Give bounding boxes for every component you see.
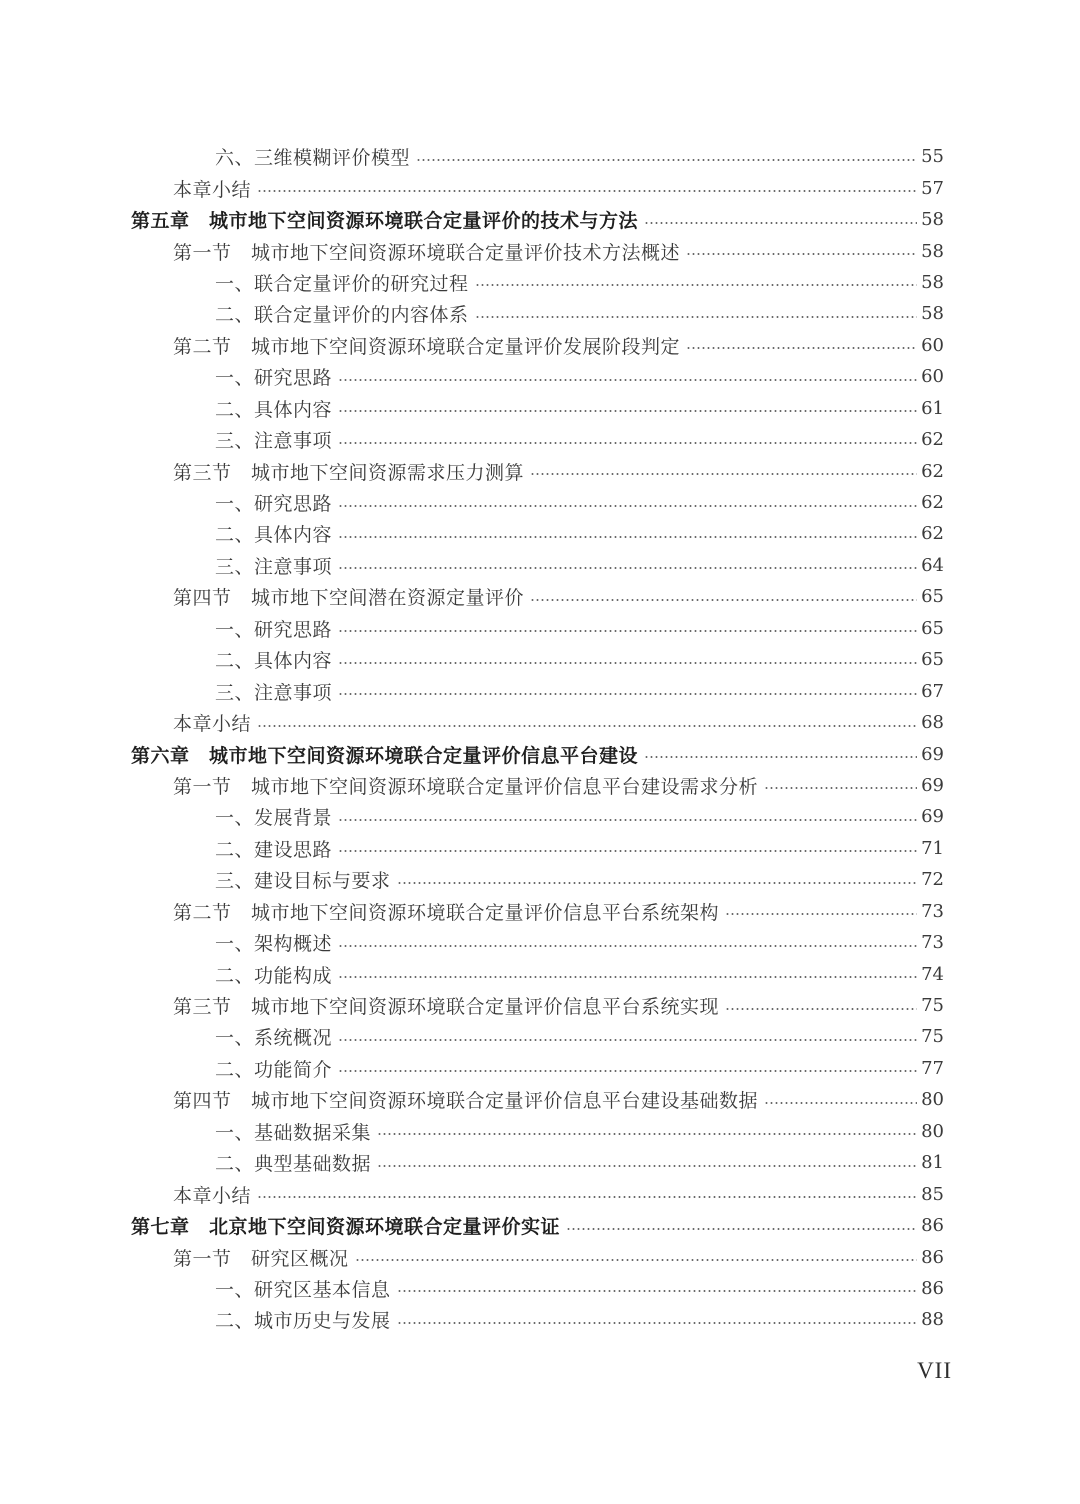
dot-leader: [338, 567, 917, 569]
toc-entry-title: 二、联合定量评价的内容体系: [215, 304, 469, 327]
dot-leader: [377, 1133, 917, 1135]
toc-entry-title: 第二节 城市地下空间资源环境联合定量评价信息平台系统架构: [173, 901, 720, 924]
toc-entry-page-number: 75: [921, 1026, 944, 1048]
toc-entry-item: [0, 613, 1080, 644]
toc-entry-section: [0, 707, 1080, 738]
toc-entry-item: [0, 518, 1080, 549]
toc-entry-page-number: 73: [921, 932, 944, 954]
toc-entry-page-number: 58: [921, 240, 944, 262]
toc-entry-item: [0, 833, 1080, 864]
toc-entry-chapter: [0, 1210, 1080, 1241]
dot-leader: [475, 284, 918, 286]
toc-entry-title: 一、基础数据采集: [215, 1121, 372, 1144]
toc-entry-item: [0, 927, 1080, 958]
toc-entry-page-number: 62: [921, 460, 944, 482]
toc-entry-title: 第二节 城市地下空间资源环境联合定量评价发展阶段判定: [173, 335, 681, 358]
dot-leader: [725, 913, 917, 915]
toc-entry-title: 二、具体内容: [215, 524, 333, 547]
dot-leader: [257, 1196, 917, 1198]
toc-entry-title: 一、发展背景: [215, 807, 333, 830]
toc-entry-page-number: 86: [921, 1246, 944, 1268]
dot-leader: [338, 945, 917, 947]
toc-entry-title: 第七章 北京地下空间资源环境联合定量评价实证: [131, 1216, 561, 1239]
toc-entry-title: 第一节 研究区概况: [173, 1247, 349, 1270]
toc-entry-page-number: 62: [921, 523, 944, 545]
dot-leader: [338, 693, 917, 695]
toc-entry-page-number: 60: [921, 366, 944, 388]
toc-entry-page-number: 60: [921, 334, 944, 356]
dot-leader: [530, 599, 917, 601]
toc-entry-title: 六、三维模糊评价模型: [215, 147, 411, 170]
toc-entry-title: 一、系统概况: [215, 1027, 333, 1050]
toc-entry-page-number: 62: [921, 492, 944, 514]
dot-leader: [338, 379, 917, 381]
dot-leader: [338, 536, 917, 538]
dot-leader: [475, 316, 918, 318]
toc-entry-title: 第五章 城市地下空间资源环境联合定量评价的技术与方法: [131, 210, 639, 233]
toc-entry-item: [0, 1147, 1080, 1178]
toc-entry-item: [0, 1116, 1080, 1147]
toc-entry-item: [0, 393, 1080, 424]
toc-entry-page-number: 57: [921, 177, 944, 199]
toc-entry-title: 二、建设思路: [215, 838, 333, 861]
toc-entry-item: [0, 675, 1080, 706]
toc-entry-title: 一、研究思路: [215, 367, 333, 390]
dot-leader: [644, 222, 917, 224]
toc-entry-title: 一、联合定量评价的研究过程: [215, 272, 469, 295]
toc-entry-title: 第一节 城市地下空间资源环境联合定量评价技术方法概述: [173, 241, 681, 264]
toc-entry-title: 二、具体内容: [215, 398, 333, 421]
table-of-contents: [0, 141, 1080, 1336]
dot-leader: [338, 662, 917, 664]
toc-entry-title: 二、功能构成: [215, 964, 333, 987]
toc-entry-title: 三、注意事项: [215, 555, 333, 578]
toc-entry-page-number: 86: [921, 1215, 944, 1237]
toc-entry-section: [0, 1241, 1080, 1272]
dot-leader: [338, 1070, 917, 1072]
toc-entry-title: 第一节 城市地下空间资源环境联合定量评价信息平台建设需求分析: [173, 775, 759, 798]
toc-entry-title: 第三节 城市地下空间资源环境联合定量评价信息平台系统实现: [173, 996, 720, 1019]
toc-entry-section: [0, 770, 1080, 801]
toc-entry-title: 第四节 城市地下空间潜在资源定量评价: [173, 587, 525, 610]
toc-entry-item: [0, 864, 1080, 895]
toc-entry-title: 二、具体内容: [215, 650, 333, 673]
toc-entry-item: [0, 298, 1080, 329]
toc-entry-item: [0, 644, 1080, 675]
dot-leader: [338, 850, 917, 852]
toc-entry-chapter: [0, 204, 1080, 235]
dot-leader: [416, 159, 917, 161]
toc-entry-page-number: 80: [921, 1120, 944, 1142]
toc-entry-title: 三、注意事项: [215, 430, 333, 453]
toc-entry-page-number: 69: [921, 774, 944, 796]
toc-entry-item: [0, 1273, 1080, 1304]
toc-entry-item: [0, 267, 1080, 298]
toc-entry-title: 第六章 城市地下空间资源环境联合定量评价信息平台建设: [131, 744, 639, 767]
toc-entry-section: [0, 235, 1080, 266]
toc-entry-title: 一、研究思路: [215, 618, 333, 641]
toc-entry-page-number: 85: [921, 1183, 944, 1205]
toc-entry-title: 本章小结: [173, 178, 252, 201]
toc-entry-chapter: [0, 738, 1080, 769]
toc-entry-page-number: 65: [921, 617, 944, 639]
toc-entry-title: 二、典型基础数据: [215, 1153, 372, 1176]
toc-entry-title: 一、架构概述: [215, 933, 333, 956]
toc-entry-item: [0, 141, 1080, 172]
dot-leader: [338, 1039, 917, 1041]
dot-leader: [530, 473, 917, 475]
dot-leader: [257, 190, 917, 192]
dot-leader: [686, 253, 917, 255]
toc-entry-page-number: 81: [921, 1152, 944, 1174]
dot-leader: [397, 882, 918, 884]
dot-leader: [338, 505, 917, 507]
toc-entry-page-number: 65: [921, 649, 944, 671]
toc-entry-page-number: 62: [921, 429, 944, 451]
toc-entry-title: 二、城市历史与发展: [215, 1310, 391, 1333]
toc-entry-title: 第三节 城市地下空间资源需求压力测算: [173, 461, 525, 484]
toc-entry-section: [0, 896, 1080, 927]
toc-entry-item: [0, 801, 1080, 832]
dot-leader: [725, 1008, 917, 1010]
toc-entry-page-number: 73: [921, 900, 944, 922]
toc-entry-page-number: 61: [921, 397, 944, 419]
toc-entry-page-number: 71: [921, 837, 944, 859]
toc-entry-section: [0, 330, 1080, 361]
toc-entry-item: [0, 550, 1080, 581]
toc-entry-section: [0, 990, 1080, 1021]
dot-leader: [257, 725, 917, 727]
toc-entry-page-number: 75: [921, 995, 944, 1017]
toc-entry-title: 三、建设目标与要求: [215, 870, 391, 893]
toc-entry-page-number: 86: [921, 1277, 944, 1299]
toc-entry-item: [0, 361, 1080, 392]
dot-leader: [338, 410, 917, 412]
toc-entry-item: [0, 1021, 1080, 1052]
dot-leader: [377, 1165, 917, 1167]
toc-entry-item: [0, 958, 1080, 989]
toc-entry-item: [0, 424, 1080, 455]
toc-entry-title: 本章小结: [173, 1184, 252, 1207]
toc-entry-page-number: 74: [921, 963, 944, 985]
toc-entry-page-number: 55: [921, 146, 944, 168]
toc-entry-page-number: 58: [921, 303, 944, 325]
dot-leader: [338, 976, 917, 978]
dot-leader: [686, 347, 917, 349]
toc-entry-page-number: 80: [921, 1089, 944, 1111]
toc-entry-title: 第四节 城市地下空间资源环境联合定量评价信息平台建设基础数据: [173, 1090, 759, 1113]
dot-leader: [397, 1322, 918, 1324]
toc-entry-page-number: 77: [921, 1057, 944, 1079]
toc-entry-item: [0, 1053, 1080, 1084]
dot-leader: [338, 819, 917, 821]
toc-entry-item: [0, 487, 1080, 518]
dot-leader: [566, 1228, 917, 1230]
toc-entry-section: [0, 1084, 1080, 1115]
toc-entry-item: [0, 1304, 1080, 1335]
dot-leader: [338, 442, 917, 444]
toc-entry-page-number: 64: [921, 554, 944, 576]
toc-entry-section: [0, 172, 1080, 203]
toc-entry-page-number: 68: [921, 712, 944, 734]
dot-leader: [355, 1259, 918, 1261]
dot-leader: [338, 630, 917, 632]
toc-entry-title: 一、研究区基本信息: [215, 1278, 391, 1301]
toc-entry-page-number: 58: [921, 209, 944, 231]
toc-entry-page-number: 88: [921, 1309, 944, 1331]
toc-entry-title: 本章小结: [173, 713, 252, 736]
toc-entry-title: 一、研究思路: [215, 493, 333, 516]
toc-entry-page-number: 65: [921, 586, 944, 608]
toc-entry-title: 二、功能简介: [215, 1058, 333, 1081]
toc-entry-title: 三、注意事项: [215, 681, 333, 704]
toc-entry-section: [0, 455, 1080, 486]
dot-leader: [644, 756, 917, 758]
toc-entry-page-number: 67: [921, 680, 944, 702]
toc-entry-page-number: 58: [921, 271, 944, 293]
toc-entry-section: [0, 581, 1080, 612]
dot-leader: [764, 787, 917, 789]
toc-entry-page-number: 72: [921, 869, 944, 891]
toc-entry-section: [0, 1178, 1080, 1209]
dot-leader: [397, 1290, 918, 1292]
page-number-folio: VII: [917, 1358, 952, 1383]
dot-leader: [764, 1102, 917, 1104]
toc-entry-page-number: 69: [921, 806, 944, 828]
toc-entry-page-number: 69: [921, 743, 944, 765]
